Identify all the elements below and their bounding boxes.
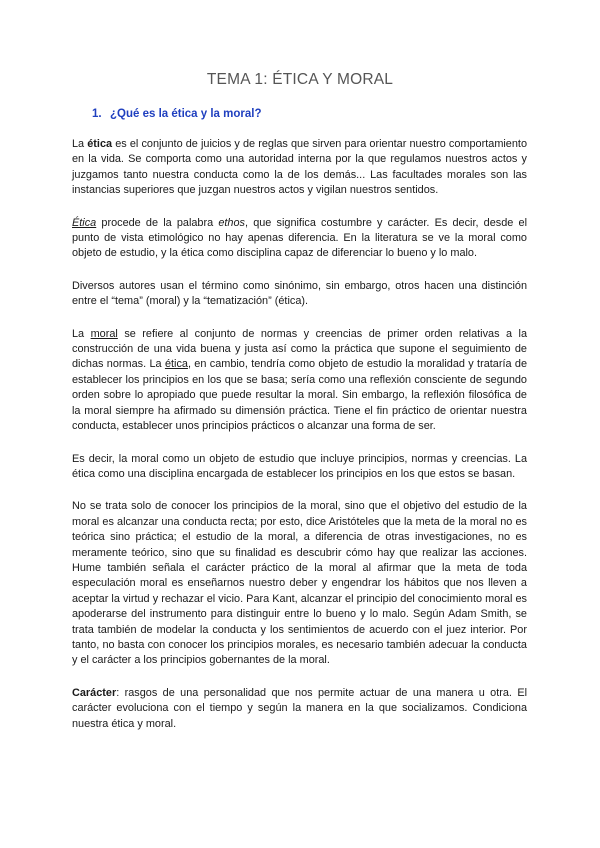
term-moral: moral [90,327,118,340]
paragraph-5: Es decir, la moral como un objeto de estudio que incluye principios, normas y creencias. La ética como una disciplina encargada de establecer los principios en los que estos se basan. [72,452,527,480]
term-etica: ética [87,138,113,150]
paragraph-1 [72,137,527,199]
text-run: La [72,327,91,340]
text-run: , que significa costumbre y carácter. Es decir, desde el punto de vista etimológico no hay apenas diferencia. En la literatura se ve la moral como objeto de estudio, y la ética como disciplina capaz de diferenciar lo bueno y lo malo. [72,216,528,260]
text-run: se refiere al conjunto de normas y creencias de primer orden relativas a la construcción de una vida buena y justa así como la práctica que supone el seguimiento de dichas normas. La [72,327,528,371]
section-number: 1. [92,108,102,120]
section-title: ¿Qué es la ética y la moral? [110,108,262,120]
document-body [72,137,527,749]
paragraph-2 [72,216,527,262]
text-run: procede de la palabra [96,216,219,229]
term-etica-underlined: ética [164,358,188,371]
term-caracter: Carácter [72,686,117,699]
paragraph-7 [72,686,527,732]
term-ethos: ethos [218,216,245,229]
page-title: TEMA 1: ÉTICA Y MORAL [206,71,394,88]
text-run: La [72,138,88,150]
text-run: : rasgos de una personalidad que nos permite actuar de una manera u otra. El carácter evoluciona con el tiempo y según la manera en la que socializamos. Condiciona nuestra ética y moral. [72,686,527,730]
term-etica-italic: Ética [72,216,97,229]
text-run: , en cambio, tendría como objeto de estudio la moralidad y trataría de establecer los principios en los que se basa; sería como una reflexión consciente de segundo orden sobre lo apropiado que puede resultar la moral. Sin embargo, la reflexión filosófica de la moral siempre ha afirmado su dimensión práctica. Tiene el fin práctico de orientar nuestra conducta, establecer unos principios prácticos o alcanzar una forma de ser. [72,358,527,433]
text-run: es el conjunto de juicios y de reglas que sirven para orientar nuestro comportamiento en la vida. Se comporta como una autoridad interna por la que regulamos nuestros actos y juzgamos tanto nuestra conducta como la de los demás... Las facultades morales son las instancias superiores que juzgan nuestros actos y vigilan nuestros sentidos. [72,138,528,197]
paragraph-4 [72,327,527,435]
section-heading [92,108,261,120]
paragraph-3: Diversos autores usan el término como sinónimo, sin embargo, otros hacen una distinción entre el “tema” (moral) y la “tematización” (ética). [72,279,527,308]
paragraph-6: No se trata solo de conocer los principios de la moral, sino que el objetivo del estudio de la moral es alcanzar una conducta recta; por esto, dice Aristóteles que la meta de la moral no es teórica sino práctica; el estudio de la moral, a diferencia de otras investigaciones, no es meramente teórico, sino que su finalidad es descubrir cómo hay que realizar las acciones. Hume también señala el carácter práctico de la moral al afirmar que la meta de toda especulación moral es enseñarnos nuestro deber y engendrar los hábitos que nos lleven a aceptar la virtud y rechazar el vicio. Para Kant, alcanzar el principio del conocimiento moral es apoderarse del instrumento para distinguir entre lo bueno y lo malo. Según Adam Smith, se trata también de modelar la conducta y los sentimientos de acuerdo con el juez interior. Por tanto, no basta con conocer los principios morales, es necesario también adecuar la conducta y el carácter a los principios gobernantes de la moral. [72,500,527,667]
